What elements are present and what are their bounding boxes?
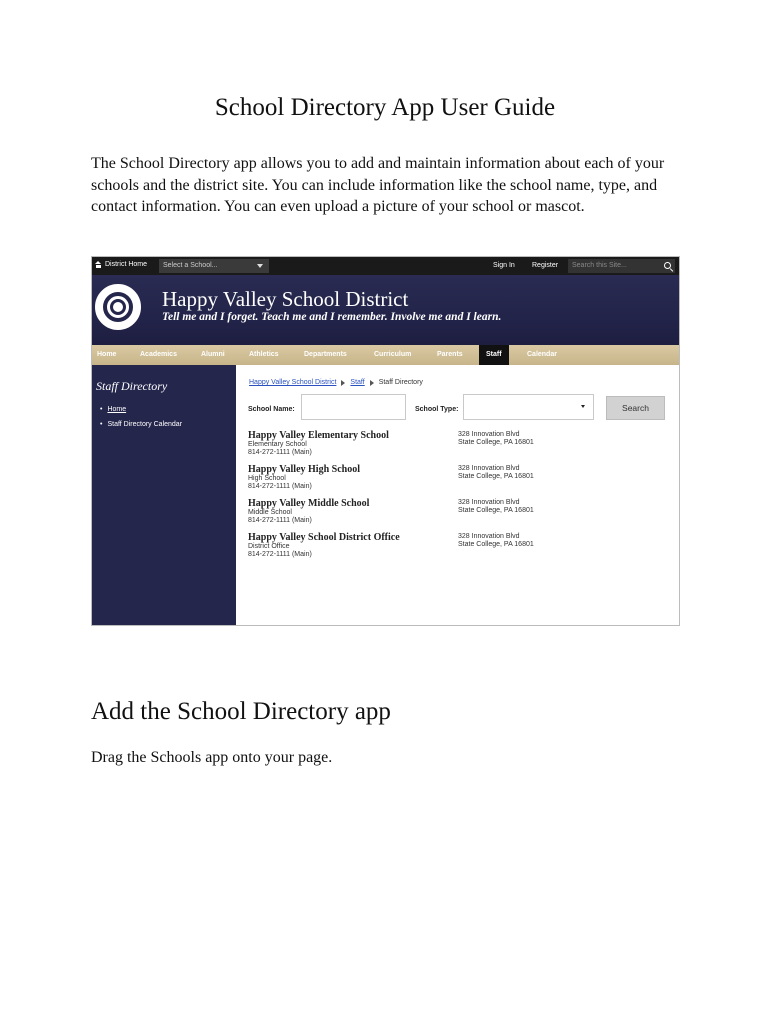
- nav-alumni[interactable]: Alumni: [201, 351, 225, 358]
- sidebar-item-calendar[interactable]: [100, 421, 182, 428]
- site-name: Happy Valley School District: [162, 287, 409, 311]
- breadcrumb-current: Staff Directory: [378, 379, 423, 386]
- site-banner: [92, 275, 679, 345]
- search-button[interactable]: Search: [606, 396, 665, 420]
- site-search-placeholder: Search this Site...: [572, 262, 627, 269]
- home-icon: [95, 261, 102, 268]
- district-logo: [95, 284, 141, 330]
- chevron-down-icon: [257, 264, 263, 268]
- chevron-right-icon: [370, 380, 374, 386]
- list-item: [248, 464, 360, 491]
- main-nav: [92, 345, 679, 365]
- breadcrumb-staff[interactable]: Staff: [350, 379, 365, 386]
- nav-calendar[interactable]: Calendar: [527, 351, 557, 358]
- website-screenshot: [91, 256, 680, 626]
- school-type: High School: [248, 475, 286, 482]
- address-line: 328 Innovation Blvd: [458, 431, 520, 438]
- school-type-select[interactable]: [463, 394, 594, 420]
- section-paragraph: Drag the Schools app onto your page.: [91, 749, 333, 766]
- school-select-label: Select a School...: [163, 262, 218, 269]
- school-address: [458, 533, 534, 549]
- nav-home[interactable]: Home: [97, 351, 117, 358]
- address-line: State College, PA 16801: [458, 541, 534, 548]
- nav-departments[interactable]: Departments: [304, 351, 347, 358]
- nav-academics[interactable]: Academics: [140, 351, 177, 358]
- school-address: [458, 431, 534, 447]
- list-item: [248, 498, 369, 525]
- breadcrumb: [249, 379, 423, 386]
- school-address: [458, 465, 534, 481]
- sidebar-title: Staff Directory: [96, 379, 168, 393]
- sidebar-item-home[interactable]: [100, 406, 126, 413]
- school-phone: 814-272-1111 (Main): [248, 449, 312, 456]
- address-line: 328 Innovation Blvd: [458, 465, 520, 472]
- school-type: Elementary School: [248, 441, 307, 448]
- nav-staff[interactable]: Staff: [479, 345, 509, 365]
- school-type-label: School Type:: [415, 406, 459, 413]
- district-home-link[interactable]: [95, 261, 147, 268]
- school-select[interactable]: [159, 259, 269, 273]
- site-tagline: Tell me and I forget. Teach me and I remember. Involve me and I learn.: [162, 311, 502, 323]
- nav-athletics[interactable]: Athletics: [249, 351, 279, 358]
- intro-paragraph: The School Directory app allows you to add and maintain information about each of your schools and the district site. You can include information like the school name, type, and contact information. You can even upload a picture of your school or mascot.: [91, 155, 665, 215]
- nav-parents[interactable]: Parents: [437, 351, 463, 358]
- school-phone: 814-272-1111 (Main): [248, 483, 312, 490]
- site-search-input[interactable]: [568, 259, 675, 273]
- sidebar: [92, 365, 236, 626]
- search-icon[interactable]: [664, 262, 671, 269]
- sidebar-item-label: Staff Directory Calendar: [107, 421, 183, 428]
- list-item: [248, 430, 389, 457]
- school-phone: 814-272-1111 (Main): [248, 551, 312, 558]
- address-line: State College, PA 16801: [458, 473, 534, 480]
- chevron-down-icon: [581, 405, 585, 408]
- school-name-link[interactable]: Happy Valley School District Office: [248, 532, 400, 543]
- school-type: Middle School: [248, 509, 292, 516]
- school-address: [458, 499, 534, 515]
- school-phone: 814-272-1111 (Main): [248, 517, 312, 524]
- school-name-input[interactable]: [301, 394, 406, 420]
- register-link[interactable]: Register: [532, 262, 559, 269]
- address-line: State College, PA 16801: [458, 439, 534, 446]
- school-name-link[interactable]: Happy Valley High School: [248, 464, 360, 475]
- school-name-label: School Name:: [248, 406, 295, 413]
- address-line: 328 Innovation Blvd: [458, 499, 520, 506]
- list-item: [248, 532, 400, 559]
- top-bar: [92, 257, 679, 275]
- address-line: State College, PA 16801: [458, 507, 534, 514]
- nav-curriculum[interactable]: Curriculum: [374, 351, 412, 358]
- document-title: School Directory App User Guide: [214, 94, 556, 121]
- section-heading: Add the School Directory app: [91, 698, 391, 725]
- district-home-label: District Home: [105, 261, 148, 268]
- school-name-link[interactable]: Happy Valley Middle School: [248, 498, 370, 509]
- chevron-right-icon: [341, 380, 345, 386]
- school-type: District Office: [248, 543, 290, 550]
- sign-in-link[interactable]: Sign In: [493, 262, 515, 269]
- breadcrumb-district[interactable]: Happy Valley School District: [249, 379, 337, 386]
- sidebar-item-label: Home: [107, 406, 127, 413]
- address-line: 328 Innovation Blvd: [458, 533, 520, 540]
- school-name-link[interactable]: Happy Valley Elementary School: [248, 430, 389, 441]
